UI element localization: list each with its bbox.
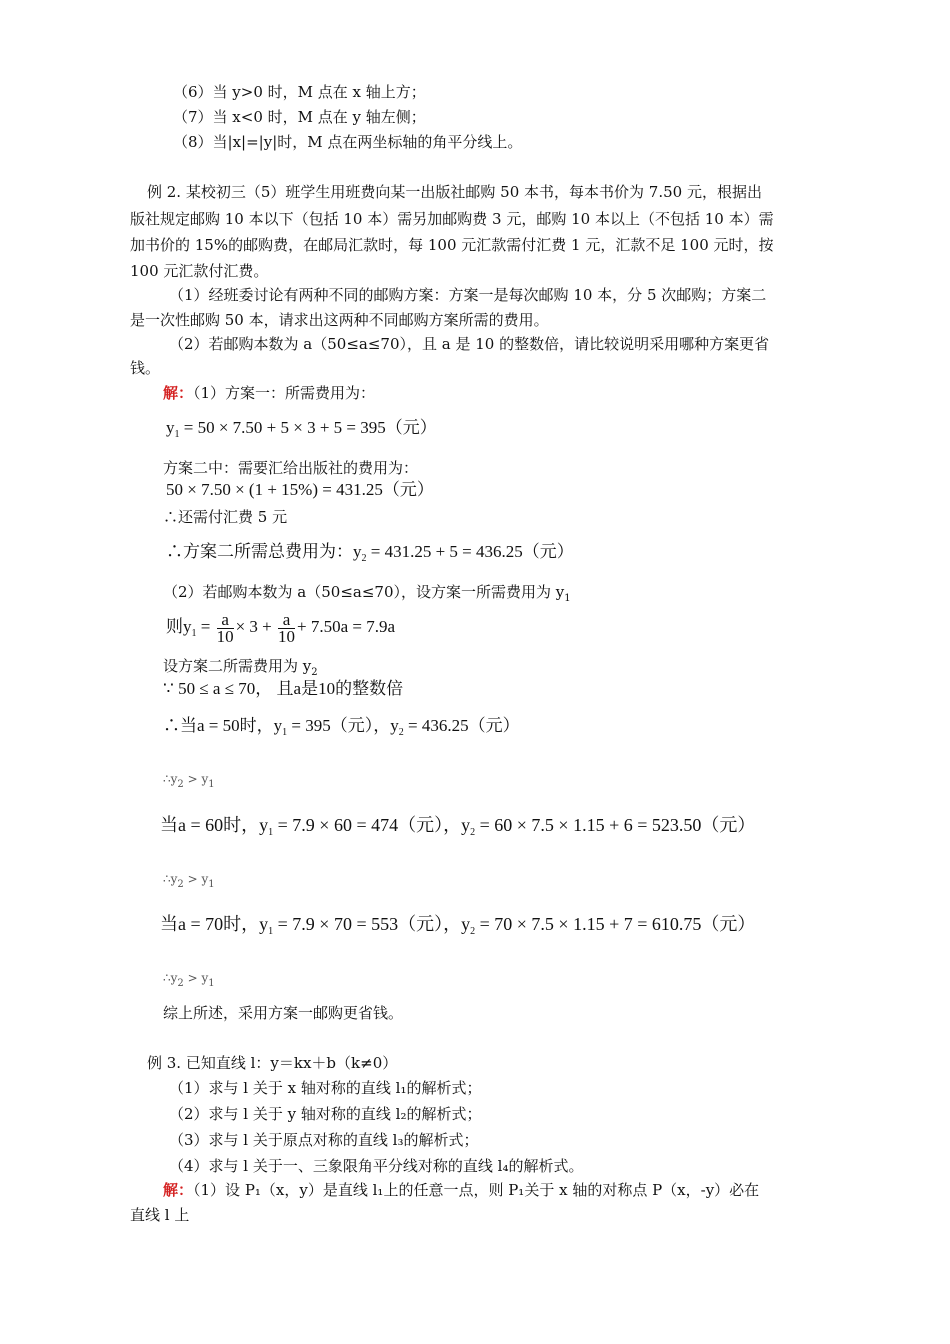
solution-1-intro: 解：（1）方案一：所需费用为： — [163, 384, 376, 402]
question-1-line-2: 是一次性邮购 50 本，请求出这两种不同邮购方案所需的费用。 — [130, 311, 549, 329]
conclusion-50: $\therefore y_2 > y_1$ — [163, 772, 215, 790]
solution-label: 解： — [163, 384, 194, 402]
example-3-q4: （4）求与 l 关于一、三象限角平分线对称的直线 l₄的解析式。 — [169, 1157, 584, 1175]
solution-label-2: 解： — [163, 1181, 194, 1199]
plan-2-cost-def: 设方案二所需费用为 $y_2$ — [163, 657, 318, 678]
case-a-70: 当a = 70时，$y_1 = 7.9 \times 70 = 553$（元），$y_2 = 70 \times 7.5 \times 1.15 + 7 = 610.75$（元） — [160, 914, 756, 937]
item-8: （8）当|x|=|y|时，M 点在两坐标轴的角平分线上。 — [173, 133, 523, 151]
equation-plan2-publisher: 50 × 7.50 × (1 + 15%) = 431.25（元） — [166, 480, 434, 499]
question-2-line-1: （2）若邮购本数为 a（50≤a≤70），且 a 是 10 的整数倍，请比较说明采用哪种方案更省 — [169, 335, 770, 353]
question-2-line-2: 钱。 — [130, 359, 161, 377]
conclusion-60: $\therefore y_2 > y_1$ — [163, 872, 215, 890]
conclusion-70: $\therefore y_2 > y_1$ — [163, 971, 215, 989]
item-6: （6）当 y>0 时，M 点在 x 轴上方； — [173, 83, 426, 101]
example-3-solution-line-2: 直线 l 上 — [130, 1206, 190, 1224]
fraction-a-over-10: $\frac{a}{10}$ — [216, 609, 234, 646]
example-2-line-2: 版社规定邮购 10 本以下（包括 10 本）需另加邮购费 3 元，邮购 10 本以上（不包括 10 本）需 — [130, 210, 774, 228]
example-2-line-3: 加书价的 15%的邮购费，在邮局汇款时，每 100 元汇款需付汇费 1 元，汇款不足 100 元时，按 — [130, 236, 774, 254]
equation-y1-general: 则$y_1$ = $\frac{a}{10}$ × 3 + $\frac{a}{10}$ + 7.50a = 7.9a — [166, 609, 396, 646]
item-7: （7）当 x<0 时，M 点在 y 轴左侧； — [173, 108, 426, 126]
case-a-50: ∴当a = 50时，$y_1 = 395$（元），$y_2 = 436.25$（元） — [163, 716, 520, 738]
because-condition: ∵ 50 ≤ a ≤ 70， 且a是10的整数倍 — [163, 679, 404, 698]
case-a-60: 当a = 60时，$y_1 = 7.9 \times 60 = 474$（元），$y_2 = 60 \times 7.5 \times 1.15 + 6 = 523.50$（元） — [160, 815, 756, 838]
example-3-solution: 解：（1）设 P₁（x，y）是直线 l₁上的任意一点，则 P₁关于 x 轴的对称点 P（x，-y）必在 — [163, 1181, 760, 1199]
equation-remit-fee: ∴还需付汇费 5 元 — [163, 508, 288, 526]
example-3-q2: （2）求与 l 关于 y 轴对称的直线 l₂的解析式； — [169, 1105, 482, 1123]
plan-2-intro: 方案二中：需要汇给出版社的费用为： — [163, 459, 419, 477]
solution-2-intro: （2）若邮购本数为 a（50≤a≤70），设方案一所需费用为 $y_1$ — [163, 583, 571, 604]
summary: 综上所述，采用方案一邮购更省钱。 — [163, 1004, 404, 1022]
example-3-q1: （1）求与 l 关于 x 轴对称的直线 l₁的解析式； — [169, 1079, 482, 1097]
example-2-line-1: 例 2. 某校初三（5）班学生用班费向某一出版社邮购 50 本书，每本书价为 7.50 元，根据出 — [147, 183, 762, 201]
question-1-line-1: （1）经班委讨论有两种不同的邮购方案：方案一是每次邮购 10 本，分 5 次邮购；方案二 — [169, 286, 767, 304]
equation-y1-plan1: $y_1 = 50 \times 7.50 + 5 \times 3 + 5 = 395$（元） — [166, 418, 437, 440]
example-3-q3: （3）求与 l 关于原点对称的直线 l₃的解析式； — [169, 1131, 479, 1149]
equation-plan2-total: ∴方案二所需总费用为：$y_2 = 431.25 + 5 = 436.25$（元） — [166, 542, 574, 564]
example-3: 例 3. 已知直线 l：y＝kx＋b（k≠0） — [147, 1054, 398, 1072]
fraction-a-over-10-b: $\frac{a}{10}$ — [278, 609, 296, 646]
example-2-line-4: 100 元汇款付汇费。 — [130, 262, 269, 280]
